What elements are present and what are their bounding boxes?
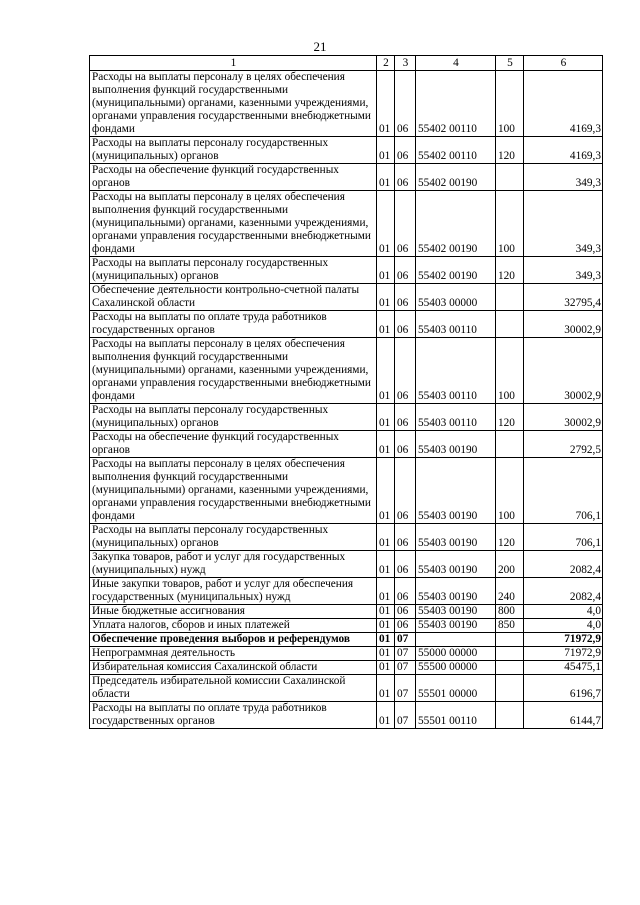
row-expense-type: 850 (496, 619, 524, 633)
row-subsection: 06 (395, 284, 416, 311)
row-section: 01 (377, 404, 395, 431)
row-target-code: 55500 00000 (416, 661, 496, 675)
table-row (90, 257, 603, 284)
table-row (90, 404, 603, 431)
table-row (90, 633, 603, 647)
row-subsection: 07 (395, 633, 416, 647)
row-subsection: 07 (395, 661, 416, 675)
row-amount: 4,0 (524, 619, 603, 633)
row-section: 01 (377, 524, 395, 551)
row-amount: 30002,9 (524, 404, 603, 431)
row-name: Расходы на выплаты персоналу государственных (муниципальных) органов (90, 137, 377, 164)
row-amount: 71972,9 (524, 647, 603, 661)
row-name: Обеспечение проведения выборов и референдумов (90, 633, 377, 647)
row-expense-type (496, 164, 524, 191)
row-amount: 706,1 (524, 524, 603, 551)
row-subsection: 06 (395, 458, 416, 524)
row-section: 01 (377, 338, 395, 404)
table-row (90, 702, 603, 729)
row-name: Расходы на обеспечение функций государственных органов (90, 431, 377, 458)
table-row (90, 524, 603, 551)
row-subsection: 06 (395, 404, 416, 431)
row-section: 01 (377, 661, 395, 675)
table-row (90, 137, 603, 164)
table-row (90, 431, 603, 458)
column-header: 2 (377, 56, 395, 71)
table-row (90, 661, 603, 675)
row-expense-type: 120 (496, 137, 524, 164)
row-name: Расходы на выплаты по оплате труда работников государственных органов (90, 702, 377, 729)
row-amount: 2792,5 (524, 431, 603, 458)
row-expense-type (496, 633, 524, 647)
row-target-code: 55403 00190 (416, 605, 496, 619)
header-row (90, 56, 603, 71)
row-target-code: 55403 00190 (416, 578, 496, 605)
row-section: 01 (377, 619, 395, 633)
row-target-code: 55403 00110 (416, 404, 496, 431)
column-header: 6 (524, 56, 603, 71)
row-expense-type: 100 (496, 338, 524, 404)
row-section: 01 (377, 578, 395, 605)
budget-table (89, 55, 603, 729)
row-expense-type (496, 702, 524, 729)
row-section: 01 (377, 458, 395, 524)
row-name: Расходы на обеспечение функций государственных органов (90, 164, 377, 191)
row-section: 01 (377, 633, 395, 647)
row-target-code: 55402 00110 (416, 137, 496, 164)
row-expense-type (496, 661, 524, 675)
row-name: Расходы на выплаты персоналу государственных (муниципальных) органов (90, 524, 377, 551)
row-name: Иные бюджетные ассигнования (90, 605, 377, 619)
table-row (90, 675, 603, 702)
row-section: 01 (377, 191, 395, 257)
row-subsection: 06 (395, 71, 416, 137)
row-expense-type: 240 (496, 578, 524, 605)
row-section: 01 (377, 702, 395, 729)
row-name: Расходы на выплаты персоналу государственных (муниципальных) органов (90, 257, 377, 284)
row-amount: 4169,3 (524, 71, 603, 137)
row-target-code: 55000 00000 (416, 647, 496, 661)
row-amount: 2082,4 (524, 578, 603, 605)
row-expense-type: 120 (496, 257, 524, 284)
row-subsection: 06 (395, 338, 416, 404)
row-section: 01 (377, 647, 395, 661)
row-section: 01 (377, 284, 395, 311)
row-amount: 706,1 (524, 458, 603, 524)
column-header: 1 (90, 56, 377, 71)
row-subsection: 06 (395, 311, 416, 338)
row-subsection: 07 (395, 702, 416, 729)
row-subsection: 06 (395, 619, 416, 633)
row-section: 01 (377, 431, 395, 458)
row-section: 01 (377, 137, 395, 164)
row-amount: 6196,7 (524, 675, 603, 702)
row-name: Расходы на выплаты по оплате труда работников государственных органов (90, 311, 377, 338)
column-header: 5 (496, 56, 524, 71)
row-subsection: 06 (395, 137, 416, 164)
row-amount: 349,3 (524, 257, 603, 284)
row-expense-type (496, 311, 524, 338)
row-name: Обеспечение деятельности контрольно-счетной палаты Сахалинской области (90, 284, 377, 311)
row-name: Закупка товаров, работ и услуг для государственных (муниципальных) нужд (90, 551, 377, 578)
row-target-code: 55402 00190 (416, 191, 496, 257)
row-expense-type: 800 (496, 605, 524, 619)
page-number: 21 (313, 39, 327, 54)
row-target-code: 55402 00190 (416, 164, 496, 191)
row-target-code (416, 633, 496, 647)
row-name: Расходы на выплаты персоналу в целях обеспечения выполнения функций государственными (муниципальными) органами, казенными учреждениями, органами управления государственными внебюджетными фондами (90, 191, 377, 257)
row-expense-type: 100 (496, 458, 524, 524)
row-subsection: 06 (395, 524, 416, 551)
row-expense-type (496, 284, 524, 311)
row-subsection: 06 (395, 605, 416, 619)
row-amount: 6144,7 (524, 702, 603, 729)
row-name: Избирательная комиссия Сахалинской области (90, 661, 377, 675)
table-row (90, 647, 603, 661)
row-amount: 4169,3 (524, 137, 603, 164)
column-header: 3 (395, 56, 416, 71)
row-target-code: 55402 00190 (416, 257, 496, 284)
table-row (90, 311, 603, 338)
row-amount: 30002,9 (524, 338, 603, 404)
row-target-code: 55403 00190 (416, 551, 496, 578)
row-expense-type (496, 431, 524, 458)
row-subsection: 07 (395, 675, 416, 702)
row-name: Расходы на выплаты персоналу в целях обеспечения выполнения функций государственными (муниципальными) органами, казенными учреждениями, органами управления государственными внебюджетными фондами (90, 71, 377, 137)
row-expense-type (496, 647, 524, 661)
row-name: Расходы на выплаты персоналу в целях обеспечения выполнения функций государственными (муниципальными) органами, казенными учреждениями, органами управления государственными внебюджетными фондами (90, 338, 377, 404)
row-expense-type: 200 (496, 551, 524, 578)
row-amount: 32795,4 (524, 284, 603, 311)
row-section: 01 (377, 257, 395, 284)
row-expense-type: 100 (496, 191, 524, 257)
table-row (90, 578, 603, 605)
row-amount: 71972,9 (524, 633, 603, 647)
row-target-code: 55403 00190 (416, 431, 496, 458)
row-expense-type (496, 675, 524, 702)
row-target-code: 55402 00110 (416, 71, 496, 137)
row-name: Уплата налогов, сборов и иных платежей (90, 619, 377, 633)
row-target-code: 55403 00110 (416, 311, 496, 338)
row-amount: 349,3 (524, 191, 603, 257)
row-expense-type: 100 (496, 71, 524, 137)
row-section: 01 (377, 675, 395, 702)
row-target-code: 55403 00190 (416, 458, 496, 524)
row-amount: 4,0 (524, 605, 603, 619)
row-target-code: 55403 00000 (416, 284, 496, 311)
row-subsection: 06 (395, 191, 416, 257)
row-target-code: 55403 00110 (416, 338, 496, 404)
table-row (90, 71, 603, 137)
row-section: 01 (377, 551, 395, 578)
row-target-code: 55501 00110 (416, 702, 496, 729)
row-name: Непрограммная деятельность (90, 647, 377, 661)
row-name: Расходы на выплаты персоналу государственных (муниципальных) органов (90, 404, 377, 431)
row-section: 01 (377, 605, 395, 619)
table-row (90, 551, 603, 578)
row-amount: 349,3 (524, 164, 603, 191)
row-amount: 45475,1 (524, 661, 603, 675)
row-amount: 2082,4 (524, 551, 603, 578)
row-target-code: 55501 00000 (416, 675, 496, 702)
row-name: Председатель избирательной комиссии Сахалинской области (90, 675, 377, 702)
row-amount: 30002,9 (524, 311, 603, 338)
row-section: 01 (377, 71, 395, 137)
row-target-code: 55403 00190 (416, 619, 496, 633)
column-header: 4 (416, 56, 496, 71)
row-name: Расходы на выплаты персоналу в целях обеспечения выполнения функций государственными (муниципальными) органами, казенными учреждениями, органами управления государственными внебюджетными фондами (90, 458, 377, 524)
row-section: 01 (377, 164, 395, 191)
row-section: 01 (377, 311, 395, 338)
row-subsection: 06 (395, 578, 416, 605)
row-subsection: 07 (395, 647, 416, 661)
table-row (90, 605, 603, 619)
row-name: Иные закупки товаров, работ и услуг для обеспечения государственных (муниципальных) нужд (90, 578, 377, 605)
table-row (90, 619, 603, 633)
row-subsection: 06 (395, 257, 416, 284)
table-row (90, 164, 603, 191)
table-row (90, 284, 603, 311)
row-subsection: 06 (395, 551, 416, 578)
table-row (90, 458, 603, 524)
table-row (90, 191, 603, 257)
row-expense-type: 120 (496, 404, 524, 431)
row-subsection: 06 (395, 431, 416, 458)
table-row (90, 338, 603, 404)
row-expense-type: 120 (496, 524, 524, 551)
row-subsection: 06 (395, 164, 416, 191)
row-target-code: 55403 00190 (416, 524, 496, 551)
